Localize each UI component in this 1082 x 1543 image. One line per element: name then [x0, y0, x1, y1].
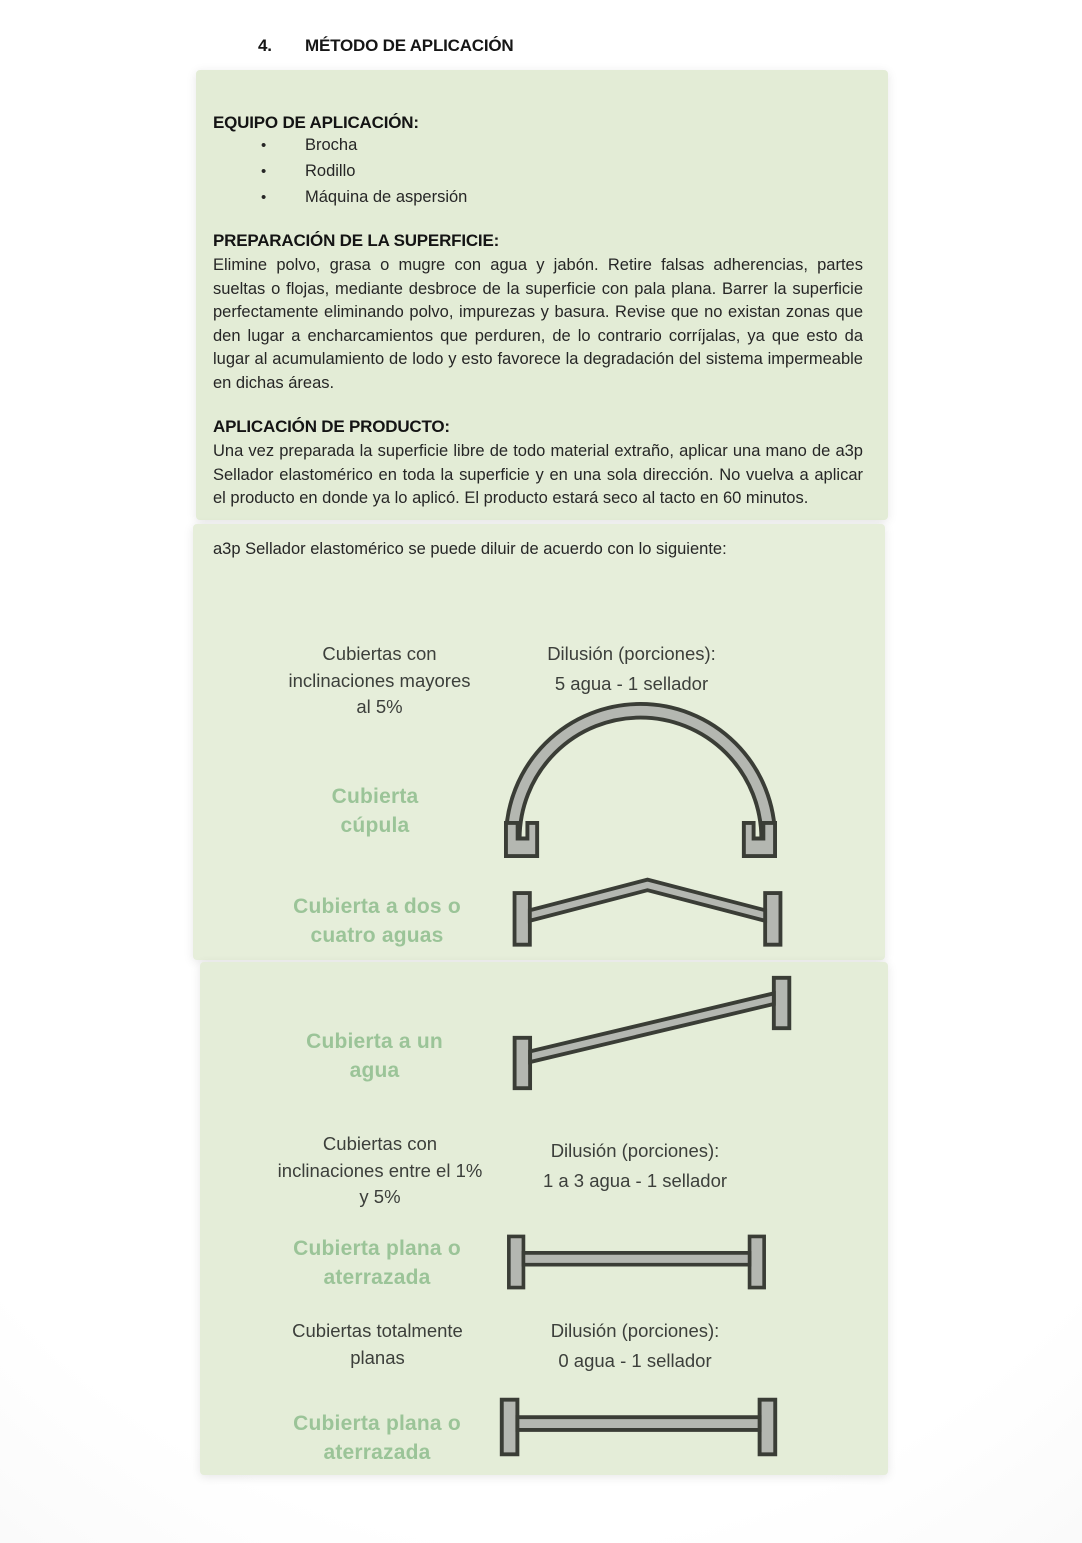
- condition-label: Cubiertas totalmente planas: [292, 1320, 463, 1368]
- gable-roof-icon: [495, 872, 800, 960]
- list-item: • Rodillo: [261, 162, 355, 181]
- dilution-ratio: [523, 639, 740, 699]
- roof-type-label: Cubierta cúpula: [331, 785, 419, 837]
- flat-roof-icon: [492, 1393, 785, 1461]
- instructions-panel: [196, 70, 888, 520]
- roof-type-label: Cubierta plana o aterrazada: [293, 1412, 461, 1464]
- dilution-intro: a3p Sellador elastomérico se puede diluir de acuerdo con lo siguiente:: [213, 540, 727, 558]
- roof-type-label: Cubierta plana o aterrazada: [293, 1237, 461, 1289]
- dilution-panel-top: [193, 524, 885, 960]
- dilution-panel-bottom: [200, 962, 888, 1475]
- dilution-ratio-label: Dilusión (porciones):: [550, 1320, 720, 1341]
- dilution-ratio-value: 5 agua - 1 sellador: [554, 673, 709, 694]
- list-item: • Brocha: [261, 136, 357, 155]
- list-item: • Máquina de aspersión: [261, 188, 467, 207]
- product-application-heading: APLICACIÓN DE PRODUCTO:: [213, 417, 450, 436]
- page-title: MÉTODO DE APLICACIÓN: [305, 36, 514, 55]
- dilution-ratio: [520, 1136, 750, 1196]
- dilution-ratio-value: 0 agua - 1 sellador: [558, 1350, 712, 1371]
- dilution-ratio-label: Dilusión (porciones):: [547, 643, 716, 664]
- product-application-body: Una vez preparada la superficie libre de todo material extraño, aplicar una mano de a3p Sellador elastomérico en toda la superficie y en una sola dirección. No vuelva a aplicar el producto en donde ya lo aplicó. El producto estará seco al tacto en 60 minutos.: [213, 442, 863, 507]
- dilution-ratio: [520, 1316, 750, 1376]
- equipment-heading: EQUIPO DE APLICACIÓN:: [213, 113, 419, 132]
- condition-label: Cubiertas con inclinaciones entre el 1% y 5%: [277, 1133, 483, 1207]
- section-number: 4.: [258, 36, 272, 55]
- dilution-ratio-label: Dilusión (porciones):: [550, 1140, 720, 1161]
- dilution-ratio-value: 1 a 3 agua - 1 sellador: [542, 1170, 728, 1191]
- surface-prep-heading: PREPARACIÓN DE LA SUPERFICIE:: [213, 231, 500, 250]
- surface-prep-body: Elimine polvo, grasa o mugre con agua y jabón. Retire falsas adherencias, partes sueltas o flojas, mediante desbroce de la superficie con pala plana. Barrer la superficie perfectamente eliminando polvo, impurezas y basura. Revise que no existan zonas que den lugar a encharcamientos que perduren, de lo contrario corríjalas, ya que esto da lugar al acumulamiento de lodo y esto favorece la degradación del sistema impermeable en dichas áreas.: [213, 256, 863, 392]
- shed-roof-icon: [497, 974, 805, 1092]
- condition-label: Cubiertas con inclinaciones mayores al 5%: [288, 643, 471, 717]
- dome-roof-icon: [493, 702, 788, 858]
- flat-roof-icon: [490, 1231, 783, 1293]
- roof-type-label: Cubierta a dos o cuatro aguas: [293, 895, 461, 947]
- roof-type-label: Cubierta a un agua: [306, 1030, 443, 1082]
